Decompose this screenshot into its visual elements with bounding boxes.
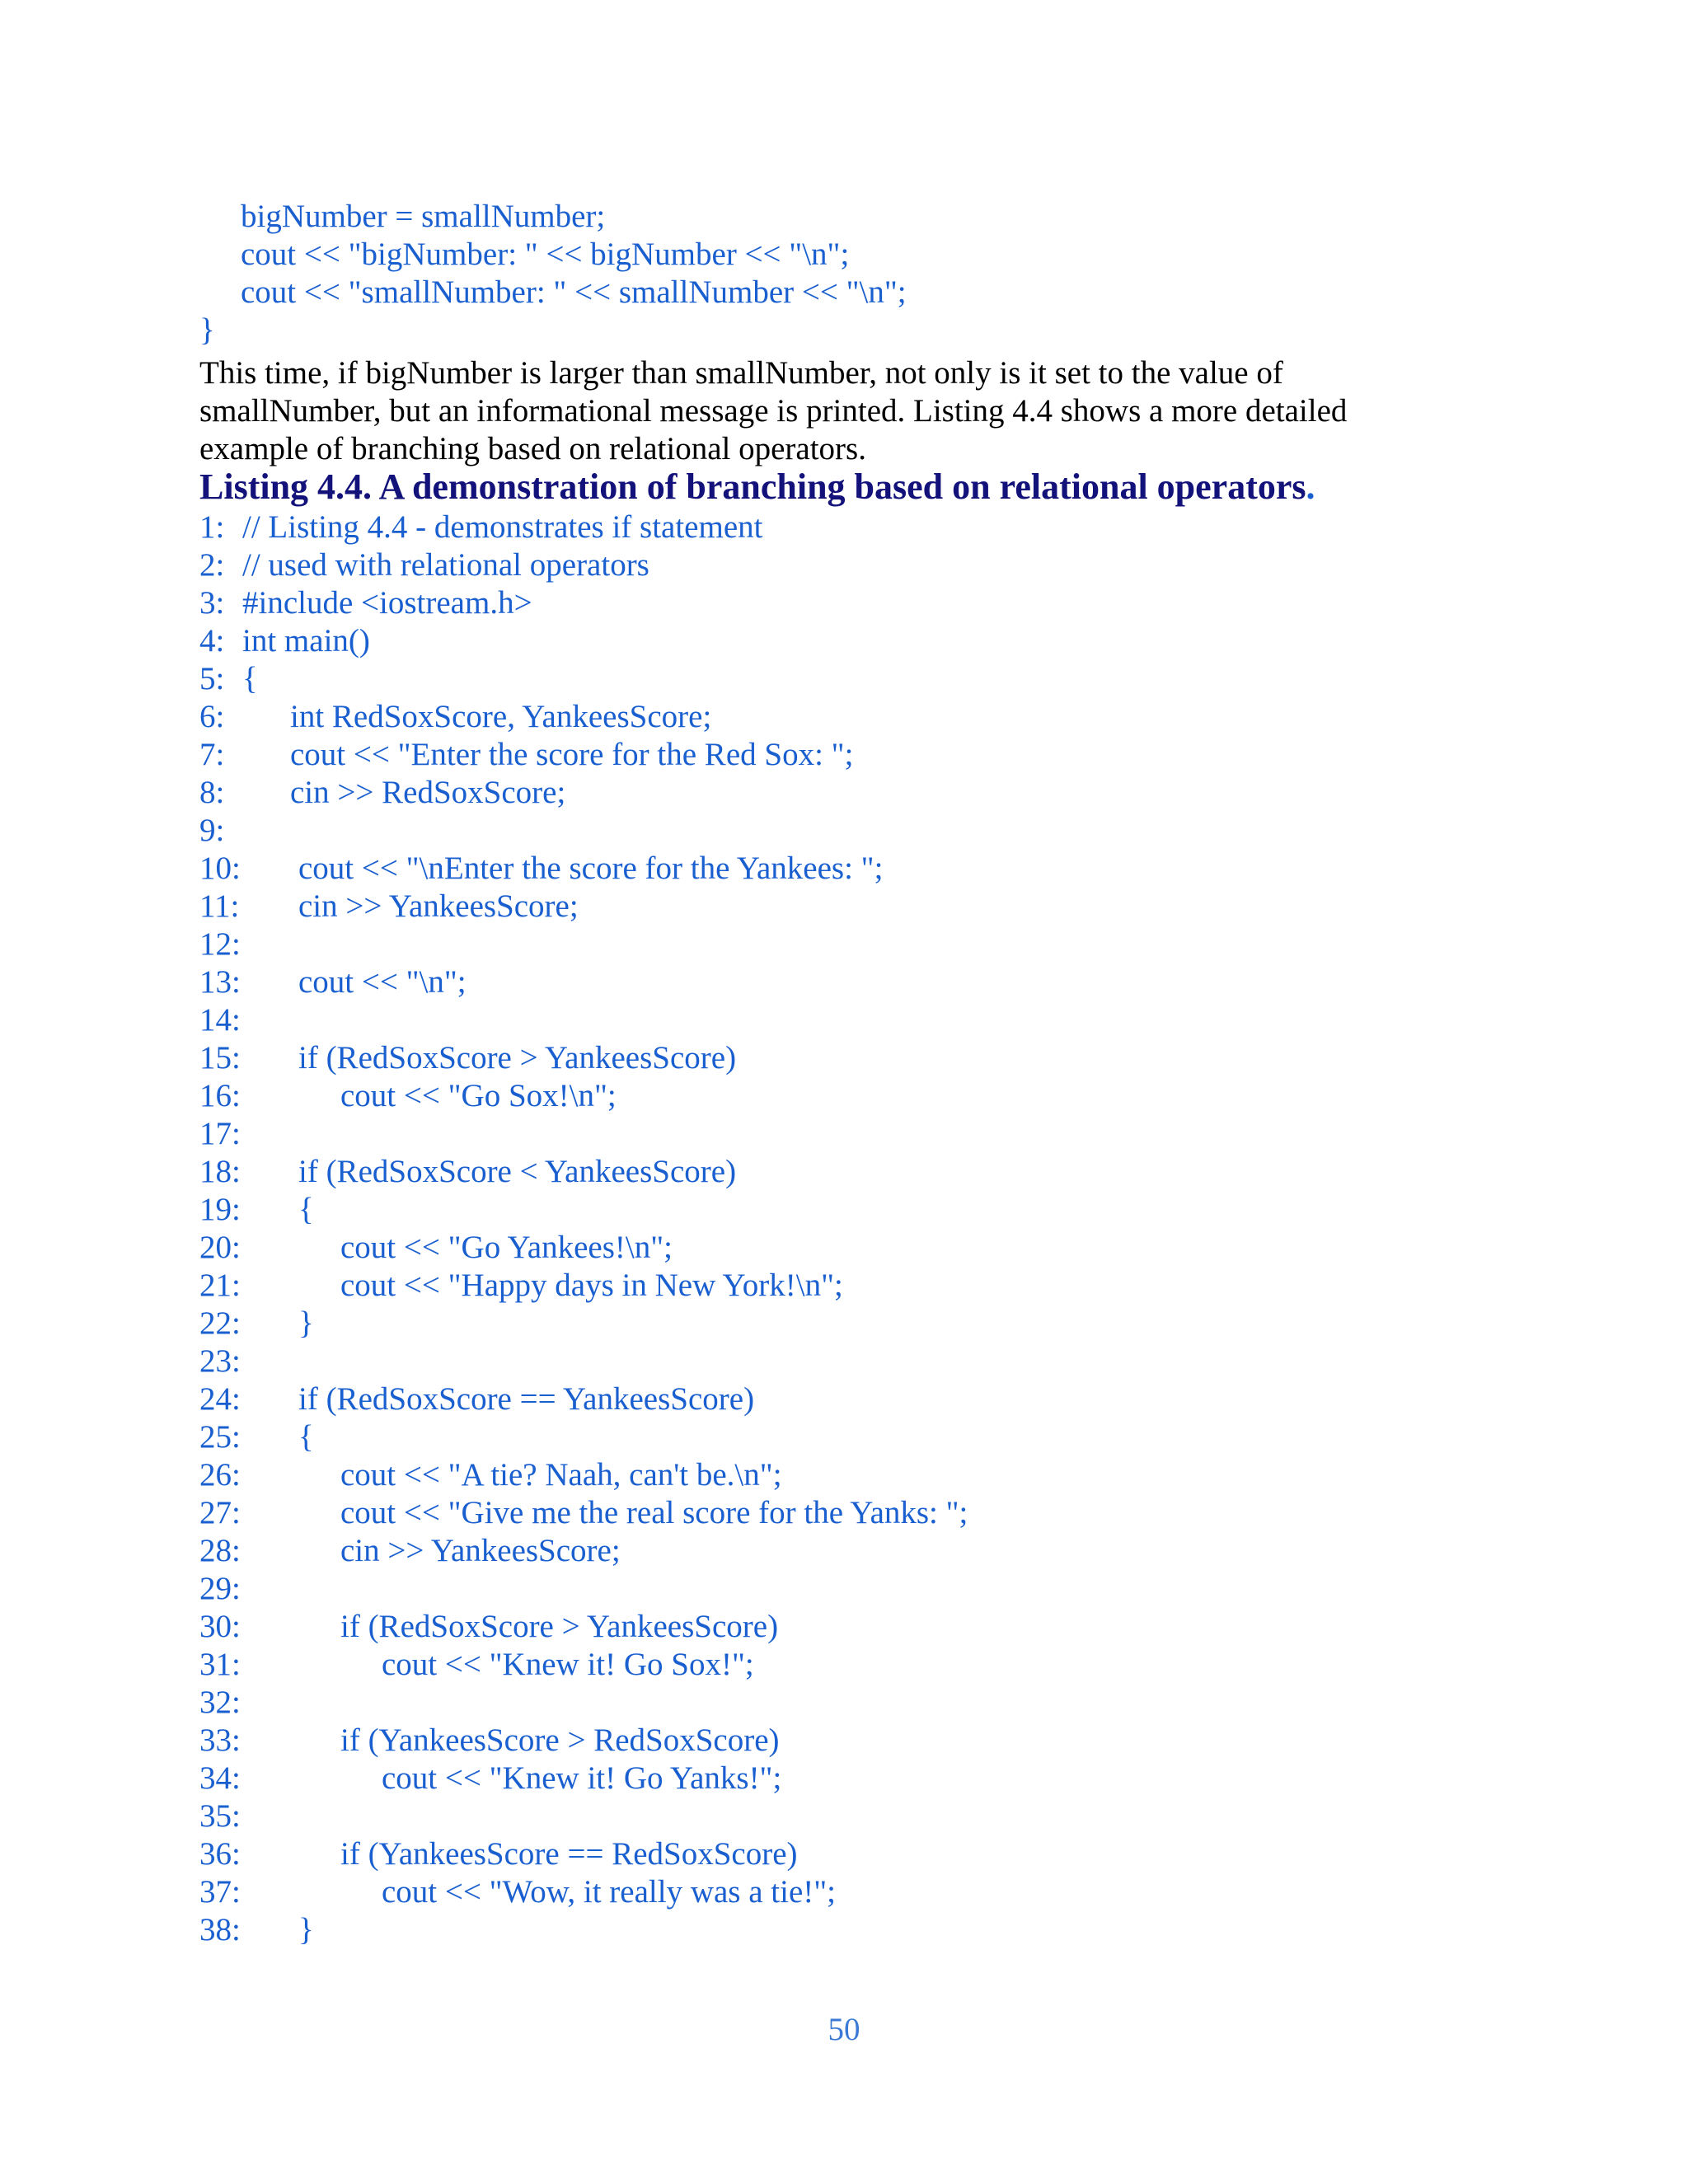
listing-row	[199, 1456, 1601, 1494]
listing-row	[199, 1570, 1601, 1608]
code-text: {	[242, 661, 258, 696]
code-snippet-continued	[199, 198, 1601, 349]
code-text: cout << "A tie? Naah, can't be.\n";	[340, 1457, 782, 1493]
code-text: int RedSoxScore, YankeesScore;	[290, 699, 712, 734]
line-number: 25:	[199, 1419, 241, 1455]
line-number: 37:	[199, 1874, 241, 1910]
line-number: 35:	[199, 1798, 241, 1834]
line-number: 4:	[199, 623, 225, 658]
line-number: 36:	[199, 1836, 241, 1872]
line-number: 10:	[199, 851, 241, 886]
body-paragraph	[199, 354, 1485, 468]
listing-row	[199, 963, 1601, 1001]
code-text: #include <iostream.h>	[242, 585, 532, 621]
line-number: 7:	[199, 737, 225, 772]
listing-row	[199, 926, 1601, 963]
line-number: 5:	[199, 661, 225, 696]
code-line: cout << "smallNumber: " << smallNumber << "\n";	[241, 274, 907, 310]
page-number: 50	[828, 2012, 860, 2047]
code-text: cout << "Enter the score for the Red Sox: ";	[290, 737, 854, 772]
line-number: 29:	[199, 1571, 241, 1606]
code-text: cout << "Knew it! Go Yanks!";	[382, 1760, 782, 1796]
listing-row	[199, 1039, 1601, 1077]
line-number: 30:	[199, 1609, 241, 1644]
listing-row	[199, 1911, 1601, 1949]
listing-row	[199, 1191, 1601, 1229]
line-number: 24:	[199, 1381, 241, 1417]
line-number: 19:	[199, 1192, 241, 1227]
line-number: 33:	[199, 1722, 241, 1758]
code-text: if (RedSoxScore < YankeesScore)	[298, 1154, 737, 1189]
listing-row	[199, 1494, 1601, 1532]
listing-row	[199, 1646, 1601, 1684]
code-text: cout << "Go Yankees!\n";	[340, 1230, 673, 1265]
listing-row	[199, 584, 1601, 622]
line-number: 11:	[199, 888, 240, 924]
listing-row	[199, 1380, 1601, 1418]
line-number: 38:	[199, 1912, 241, 1947]
listing-row	[199, 774, 1601, 812]
code-text: cout << "\nEnter the score for the Yankees: ";	[298, 851, 884, 886]
listing-row	[199, 1001, 1601, 1039]
line-number: 32:	[199, 1685, 241, 1720]
listing-row	[199, 1760, 1601, 1797]
listing-heading-period: .	[1306, 466, 1315, 507]
line-number: 22:	[199, 1305, 241, 1341]
code-text: if (YankeesScore > RedSoxScore)	[340, 1722, 780, 1758]
listing-row	[199, 1532, 1601, 1570]
code-text: cout << "Wow, it really was a tie!";	[382, 1874, 837, 1910]
listing-row	[199, 1418, 1601, 1456]
line-number: 8:	[199, 775, 225, 810]
listing-row	[199, 1229, 1601, 1267]
line-number: 21:	[199, 1268, 241, 1303]
code-text: cout << "Go Sox!\n";	[340, 1078, 617, 1113]
code-text: // used with relational operators	[242, 547, 649, 583]
line-number: 26:	[199, 1457, 241, 1493]
code-text: }	[298, 1305, 314, 1341]
code-text: }	[298, 1912, 314, 1947]
code-text: {	[298, 1419, 314, 1455]
listing-row	[199, 1077, 1601, 1115]
listing-row	[199, 736, 1601, 774]
listing-row	[199, 850, 1601, 888]
line-number: 16:	[199, 1078, 241, 1113]
line-number: 2:	[199, 547, 225, 583]
code-line: bigNumber = smallNumber;	[241, 199, 606, 234]
listing-row	[199, 1115, 1601, 1153]
listing-row	[199, 509, 1601, 546]
listing-row	[199, 660, 1601, 698]
code-text: if (RedSoxScore == YankeesScore)	[298, 1381, 755, 1417]
code-text: int main()	[242, 623, 370, 658]
code-text: // Listing 4.4 - demonstrates if statement	[242, 509, 763, 545]
listing-row	[199, 1797, 1601, 1835]
line-number: 18:	[199, 1154, 241, 1189]
line-number: 1:	[199, 509, 225, 545]
line-number: 27:	[199, 1495, 241, 1530]
code-line: cout << "bigNumber: " << bigNumber << "\n";	[241, 237, 850, 272]
listing-row	[199, 622, 1601, 660]
line-number: 13:	[199, 964, 241, 1000]
listing-heading	[199, 466, 1315, 509]
code-text: cout << "Happy days in New York!\n";	[340, 1268, 843, 1303]
line-number: 28:	[199, 1533, 241, 1568]
code-text: cout << "Give me the real score for the Yanks: ";	[340, 1495, 968, 1530]
listing-row	[199, 1305, 1601, 1343]
line-number: 14:	[199, 1002, 241, 1038]
code-text: {	[298, 1192, 314, 1227]
paragraph-line: example of branching based on relational operators.	[199, 431, 866, 466]
listing-row	[199, 1835, 1601, 1873]
listing-row	[199, 1684, 1601, 1722]
code-text: if (RedSoxScore > YankeesScore)	[298, 1040, 737, 1076]
line-number: 3:	[199, 585, 225, 621]
listing-row	[199, 1153, 1601, 1191]
code-listing	[199, 509, 1601, 1949]
code-text: cout << "\n";	[298, 964, 467, 1000]
listing-row	[199, 812, 1601, 850]
line-number: 34:	[199, 1760, 241, 1796]
listing-row	[199, 888, 1601, 926]
listing-row	[199, 1267, 1601, 1305]
code-text: cout << "Knew it! Go Sox!";	[382, 1647, 754, 1682]
code-text: cin >> YankeesScore;	[340, 1533, 621, 1568]
listing-row	[199, 1608, 1601, 1646]
paragraph-line: This time, if bigNumber is larger than smallNumber, not only is it set to the value of	[199, 355, 1283, 391]
line-number: 15:	[199, 1040, 241, 1076]
listing-row	[199, 698, 1601, 736]
listing-row	[199, 546, 1601, 584]
line-number: 17:	[199, 1116, 241, 1151]
line-number: 12:	[199, 926, 241, 962]
line-number: 6:	[199, 699, 225, 734]
line-number: 20:	[199, 1230, 241, 1265]
listing-row	[199, 1343, 1601, 1380]
line-number: 9:	[199, 813, 225, 848]
code-line: }	[199, 312, 215, 348]
line-number: 31:	[199, 1647, 241, 1682]
code-text: cin >> YankeesScore;	[298, 888, 579, 924]
listing-row	[199, 1873, 1601, 1911]
code-text: if (YankeesScore == RedSoxScore)	[340, 1836, 798, 1872]
code-text: cin >> RedSoxScore;	[290, 775, 566, 810]
code-text: if (RedSoxScore > YankeesScore)	[340, 1609, 779, 1644]
listing-row	[199, 1722, 1601, 1760]
line-number: 23:	[199, 1343, 241, 1379]
paragraph-line: smallNumber, but an informational message is printed. Listing 4.4 shows a more detailed	[199, 393, 1348, 429]
listing-heading-text: Listing 4.4. A demonstration of branching based on relational operators	[199, 466, 1306, 507]
